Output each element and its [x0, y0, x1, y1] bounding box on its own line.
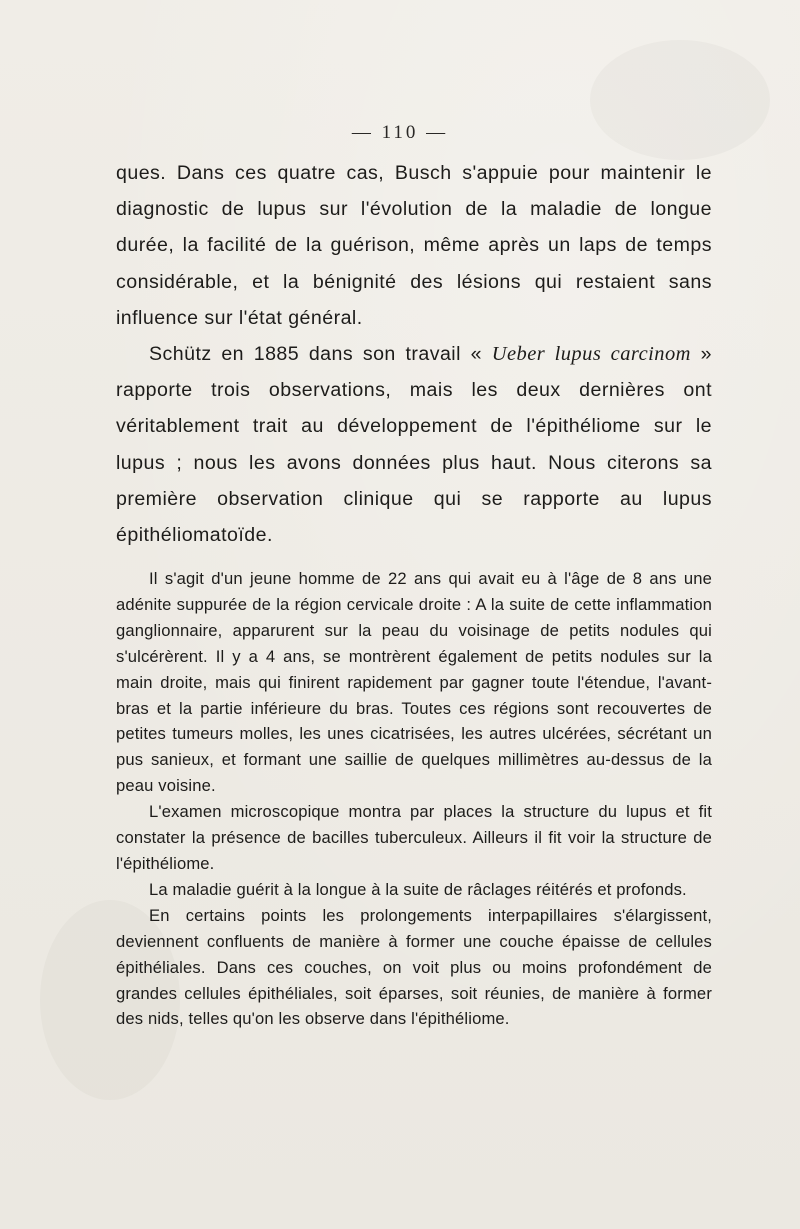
paragraph-2 [116, 336, 712, 553]
page-number: — 110 — [351, 122, 449, 143]
paragraph-2-before: Schütz en 1885 dans son travail « [149, 343, 492, 366]
main-text [116, 155, 712, 553]
cited-work-title: Ueber lupus carcinom [491, 343, 691, 366]
observation-paragraph-4: En certains points les prolongements interpapillaires s'élargissent, deviennent confluents de manière à former une couche épaisse de cellules épithéliales. Dans ces couches, on voit plus ou moins profondément de grandes cellules épithéliales, soit éparses, soit réunies, de manière à former des nids, telles qu'on les observe dans l'épithéliome. [116, 905, 712, 1029]
observation-text [116, 566, 712, 1032]
observation-paragraph-3: La maladie guérit à la longue à la suite de râclages réitérés et profonds. [149, 879, 687, 899]
paragraph-1: ques. Dans ces quatre cas, Busch s'appuie pour maintenir le diagnostic de lupus sur l'évolution de la maladie de longue durée, la facilité de la guérison, même après un laps de temps considérable, et la bénignité des lésions qui restaient sans influence sur l'état général. [116, 162, 712, 329]
observation-paragraph-2: L'examen microscopique montra par places la structure du lupus et fit constater la présence de bacilles tuberculeux. Ailleurs il fit voir la structure de l'épithéliome. [116, 802, 712, 873]
observation-paragraph-1: Il s'agit d'un jeune homme de 22 ans qui avait eu à l'âge de 8 ans une adénite suppurée de la région cervicale droite : A la suite de cette inflammation ganglionnaire, apparurent sur la peau du voisinage de petits nodules qui s'ulcérèrent. Il y a 4 ans, se montrèrent également de petits nodules sur la main droite, mais qui finirent rapidement par gagner toute l'étendue, l'avant-bras et la partie inférieure du bras. Toutes ces régions sont recouvertes de petites tumeurs molles, les unes cicatrisées, les autres ulcérées, sécrétant un pus sanieux, et formant une saillie de quelques millimètres au-dessus de la peau voisine. [116, 569, 712, 796]
paragraph-2-after: » rapporte trois observations, mais les deux dernières ont véritablement trait au développement de l'épithéliome sur le lupus ; nous les avons données plus haut. Nous citerons sa première observation clinique qui se rapporte au lupus épithéliomatoïde. [116, 343, 712, 547]
